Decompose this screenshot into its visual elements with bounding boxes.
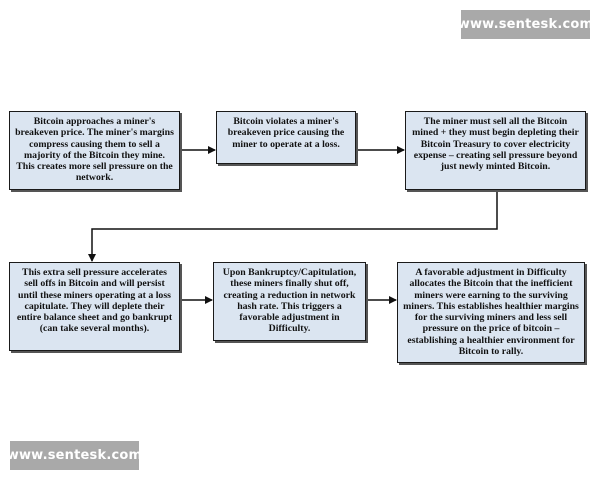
flow-box-step1: Bitcoin approaches a miner's breakeven price. The miner's margins compress causing them to sell a majority of the Bitcoin they mine. This creates more sell pressure on the network. bbox=[9, 111, 180, 190]
flow-box-step6: A favorable adjustment in Difficulty allocates the Bitcoin that the inefficient miners were earning to the surviving miners. This establishes healthier margins for the surviving miners and less sell pressure on the price of bitcoin – establishing a healthier environment for Bitcoin to rally. bbox=[397, 262, 585, 363]
watermark-top: www.sentesk.com bbox=[461, 10, 590, 39]
flow-box-step4: This extra sell pressure accelerates sell offs in Bitcoin and will persist until these miners operating at a loss capitulate. They will deplete their entire balance sheet and go bankrupt (can take several months). bbox=[9, 262, 180, 351]
arrow-step3-to-step4 bbox=[92, 192, 497, 261]
flow-box-step3: The miner must sell all the Bitcoin mined + they must begin depleting their Bitcoin Treasury to cover electricity expense – creating sell pressure beyond just newly minted Bitcoin. bbox=[405, 111, 586, 190]
watermark-bottom: www.sentesk.com bbox=[10, 441, 139, 470]
flow-box-step5: Upon Bankruptcy/Capitulation, these miners finally shut off, creating a reduction in network hash rate. This triggers a favorable adjustment in Difficulty. bbox=[213, 262, 366, 341]
flow-box-step2: Bitcoin violates a miner's breakeven price causing the miner to operate at a loss. bbox=[216, 111, 356, 164]
